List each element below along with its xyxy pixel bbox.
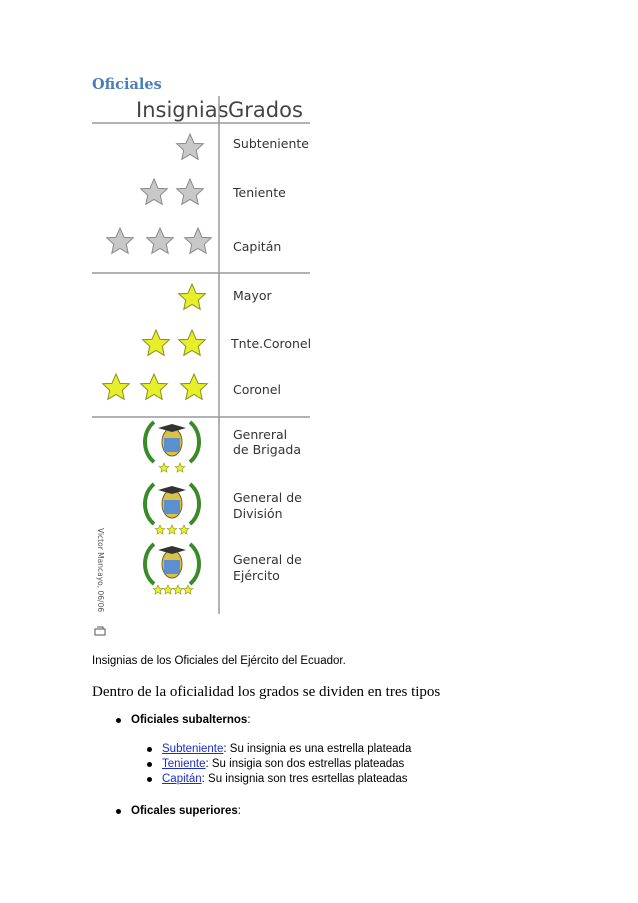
rank-label: Genreral: [233, 427, 288, 442]
insignia-chart-image: [92, 96, 318, 614]
rank-label: Subteniente: [233, 136, 309, 151]
list-item: Teniente : Su insigia son dos estrellas plateadas: [147, 758, 404, 770]
list-item: Oficiales subalternos :: [116, 714, 251, 726]
rank-label: General de: [233, 552, 302, 567]
bullet-icon: [147, 747, 152, 752]
list-item: Capitán : Su insignia son tres esrtellas plateadas: [147, 773, 407, 785]
rank-label: Tnte.Coronel: [231, 336, 312, 351]
star-icon: [179, 330, 206, 355]
star-icon: [147, 228, 174, 253]
star-icon: [177, 134, 204, 159]
image-anchor-icon: [94, 626, 106, 636]
rank-label: Teniente: [233, 185, 286, 200]
capitan-link[interactable]: Capitán: [162, 773, 202, 785]
star-icon: [185, 228, 212, 253]
section-heading: Oficiales: [92, 76, 162, 93]
rank-label: de Brigada: [233, 442, 301, 457]
list-item-label: Oficiales subalternos: [131, 714, 248, 726]
bullet-icon: [147, 762, 152, 767]
rank-label: General de: [233, 490, 302, 505]
list-item: Subteniente : Su insignia es una estrella plateada: [147, 743, 411, 755]
list-item: Oficales superiores :: [116, 805, 241, 817]
image-credit: Victor Mancayo, 06/06: [96, 528, 105, 613]
teniente-link[interactable]: Teniente: [162, 758, 206, 770]
star-icon: [143, 330, 170, 355]
col-grados-header: Grados: [228, 98, 303, 122]
bullet-icon: [147, 777, 152, 782]
figure-caption: Insignias de los Oficiales del Ejército del Ecuador.: [92, 655, 346, 667]
ecuador-crest-icon: [145, 544, 199, 584]
rank-label: Capitán: [233, 239, 282, 254]
star-icon: [141, 374, 168, 399]
star-icon: [179, 284, 206, 309]
bullet-icon: [116, 718, 121, 723]
rank-label: División: [233, 506, 283, 521]
ecuador-crest-icon: [145, 422, 199, 462]
col-insignias-header: Insignias: [136, 98, 229, 122]
star-icon: [141, 179, 168, 204]
star-icon: [181, 374, 208, 399]
rank-label: Mayor: [233, 288, 272, 303]
rank-label: Coronel: [233, 382, 281, 397]
star-icon: [107, 228, 134, 253]
bullet-icon: [116, 809, 121, 814]
intro-paragraph: Dentro de la oficialidad los grados se dividen en tres tipos: [92, 684, 441, 700]
ecuador-crest-icon: [145, 484, 199, 524]
star-icon: [103, 374, 130, 399]
list-item-label: Oficales superiores: [131, 805, 238, 817]
star-icon: [177, 179, 204, 204]
rank-label: Ejército: [233, 568, 280, 583]
subteniente-link[interactable]: Subteniente: [162, 743, 224, 755]
